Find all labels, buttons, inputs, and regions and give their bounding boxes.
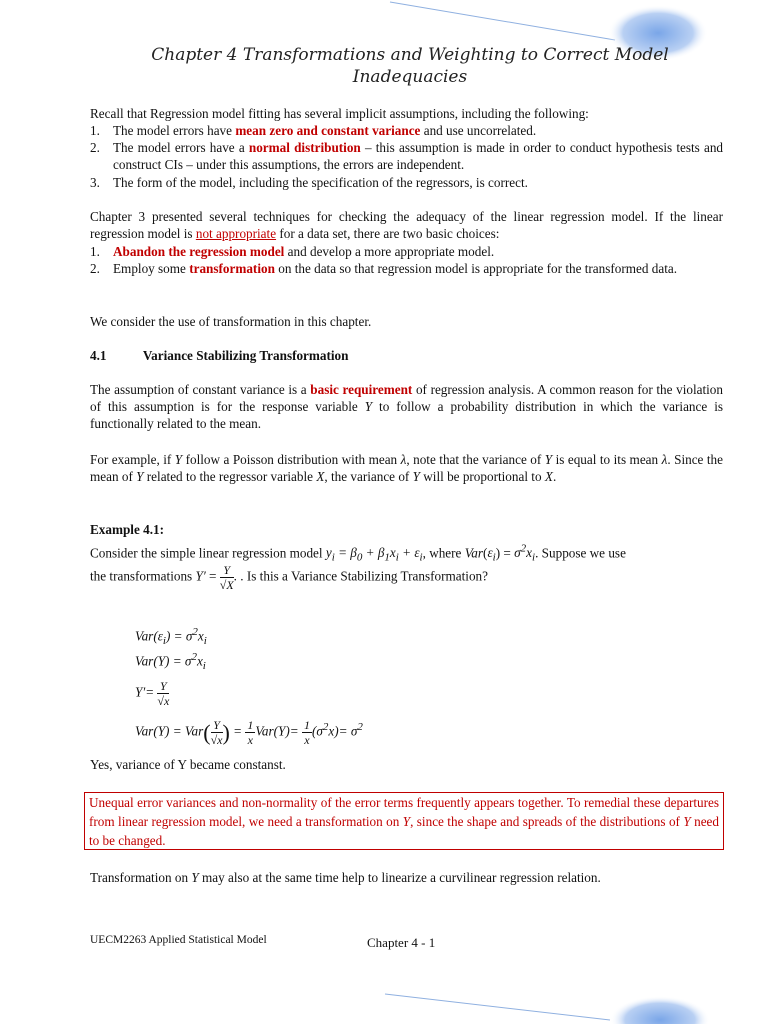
- linearize-text: Transformation on Y may also at the same time help to linearize a curvilinear regression relation.: [90, 870, 601, 885]
- derivation-line3: Y′= $\frac{Y}{√x}$: [135, 679, 170, 708]
- highlight-text: normal distribution: [248, 140, 361, 155]
- chapter3-paragraph: Chapter 3 presented several techniques for checking the adequacy of the linear regression model. If the linear regression model is not appropriate for a data set, there are two basic choices:: [90, 209, 723, 241]
- assumption-item: 2. The model errors have a normal distribution – this assumption is made in order to conduct hypothesis tests and construct CIs – under this assumptions, the errors are independent.: [90, 140, 724, 172]
- transformation-fraction: $\frac{Y}{√X}$: [219, 563, 234, 592]
- highlight-text: Abandon the regression model: [113, 244, 285, 259]
- chapter-title-line2: Inadequacies: [352, 67, 468, 87]
- section-title: Variance Stabilizing Transformation: [142, 348, 349, 363]
- remark-box: [84, 792, 724, 850]
- choice-item: 1. Abandon the regression model and develop a more appropriate model.: [90, 244, 495, 259]
- highlight-text: transformation: [189, 261, 275, 276]
- derivation-line4: Var(Y) = Var( $\frac{Y}{√x}$ ) = $\frac{1}{x}$ Var(Y)= $\frac{1}{x}$ $(\sigma^2x)= \sigma^2$: [135, 718, 363, 747]
- derivation-line1: $Var(\varepsilon_i) = \sigma^2x_i$: [135, 626, 207, 648]
- example-heading: Example 4.1:: [90, 522, 164, 537]
- model-equation: $y_i = \beta_0 + \beta_1x_i + \varepsilon_i$: [325, 545, 423, 565]
- example-line1: Consider the simple linear regression model $y_i = \beta_0 + \beta_1x_i + \varepsilon_i$, where $Var(\varepsilon_i) = \sigma^2x_i$. Suppose we use: [90, 543, 626, 565]
- variance-spec: Var: [464, 545, 484, 561]
- section-number: 4.1: [90, 348, 107, 363]
- choice-item: 2. Employ some transformation on the data so that regression model is appropriate for the transformed data.: [90, 261, 678, 276]
- highlight-text: basic requirement: [310, 382, 413, 397]
- footer-decoration: [360, 984, 768, 1024]
- example-conclusion: Yes, variance of Y became constanst.: [90, 757, 286, 772]
- example-line2: the transformations Y′ = $\frac{Y}{√X}$ . . Is this a Variance Stabilizing Transformation?: [90, 563, 488, 592]
- not-appropriate-link[interactable]: not appropriate: [195, 226, 277, 241]
- consider-text: We consider the use of transformation in this chapter.: [90, 314, 372, 329]
- derivation-line2: $Var(Y) = \sigma^2x_i$: [135, 651, 206, 673]
- section-heading: [90, 347, 723, 364]
- chapter-title: [100, 44, 720, 88]
- assumption-item: 3. The form of the model, including the specification of the regressors, is correct.: [90, 175, 528, 190]
- footer-course: UECM2263 Applied Statistical Model: [90, 934, 267, 946]
- intro-text: Recall that Regression model fitting has several implicit assumptions, including the following:: [90, 106, 589, 121]
- poisson-paragraph: For example, if Y follow a Poisson distribution with mean λ, note that the variance of Y is equal to its mean λ. Since the mean of Y related to the regressor variable X, the variance of Y will be proportional to X.: [90, 452, 723, 484]
- assumption-item: 1. The model errors have mean zero and constant variance and use uncorrelated.: [90, 123, 537, 138]
- footer-page-number: Chapter 4 - 1: [367, 935, 436, 950]
- highlight-text: mean zero and constant variance: [235, 123, 421, 138]
- chapter-title-line1: Chapter 4 Transformations and Weighting to Correct Model: [151, 45, 669, 65]
- remark-text: Unequal error variances and non-normality of the error terms frequently appears together. To remedial these departures from linear regression model, we need a transformation on Y, since the shape and spreads of the distributions of Y need to be changed.: [89, 795, 719, 848]
- variance-paragraph: The assumption of constant variance is a basic requirement of regression analysis. A common reason for the violation of this assumption is for the response variable Y to follow a probability distribution in which the variance is functionally related to the mean.: [90, 382, 723, 431]
